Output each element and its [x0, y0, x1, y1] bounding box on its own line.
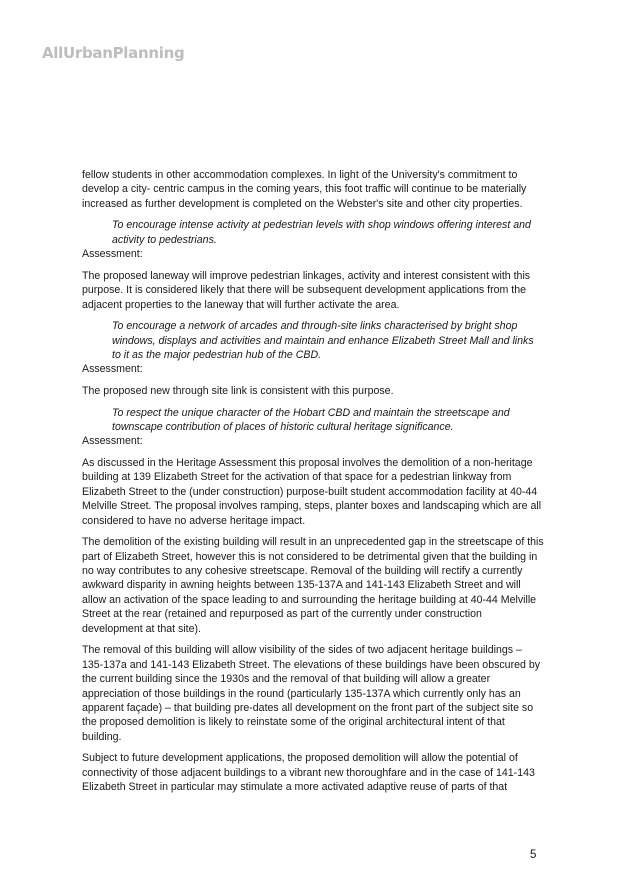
assessment-label: Assessment:	[82, 248, 143, 261]
purpose-quote: To encourage a network of arcades and through-site links characterised by bright shop windows, displays and activities and maintain and enhance Elizabeth Street Mall and links to it as the major pedestrian hub of the CBD.	[112, 320, 534, 362]
body-paragraph: The proposed laneway will improve pedestrian linkages, activity and interest consistent with this purpose. It is considered likely that there will be subsequent development applications from the adjacent properties to the laneway that will further activate the area.	[82, 269, 531, 311]
assessment-label: Assessment:	[82, 435, 143, 448]
body-paragraph: The removal of this building will allow visibility of the sides of two adjacent heritage buildings – 135-137a and 141-143 Elizabeth Street. The elevations of these buildings have been obscured by the current building since the 1930s and the removal of that building will allow a greater appreciation of those buildings in the round (particularly 135-137A which currently only has an apparent façade) – that building pre-dates all development on the front part of the subject site so the proposed demolition is likely to reinstate some of the original architectural intent of that building.	[82, 644, 541, 743]
body-paragraph: The proposed new through site link is consistent with this purpose.	[82, 385, 394, 398]
purpose-quote: To respect the unique character of the Hobart CBD and maintain the streetscape and townscape contribution of places of historic cultural heritage significance.	[112, 406, 510, 434]
company-logo: AllUrbanPlanning	[42, 44, 185, 62]
body-paragraph: fellow students in other accommodation complexes. In light of the University's commitment to develop a city- centric campus in the coming years, this foot traffic will continue to be materially increased as further development is completed on the Webster's site and other city properties.	[82, 169, 527, 210]
assessment-label: Assessment:	[82, 363, 143, 376]
purpose-quote: To encourage intense activity at pedestrian levels with shop windows offering interest and activity to pedestrians.	[112, 219, 531, 246]
body-paragraph: Subject to future development applications, the proposed demolition will allow the potential of connectivity of those adjacent buildings to a vibrant new thoroughfare and in the case of 141-143 Elizabeth Street in particular may stimulate a more activated adaptive reuse of parts of that	[82, 752, 535, 794]
document-body	[82, 168, 544, 802]
body-paragraph: The demolition of the existing building will result in an unprecedented gap in the streetscape of this part of Elizabeth Street, however this is not considered to be detrimental given that the building in no way contributes to any cohesive streetscape. Removal of the building will rectify a currently awkward disparity in awning heights between 135-137A and 141-143 Elizabeth Street and will allow an activation of the space leading to and surrounding the heritage building at 40-44 Melville Street at the rear (retained and repurposed as part of the currently under construction development at that site).	[82, 536, 544, 635]
page-number: 5	[530, 849, 537, 861]
body-paragraph: As discussed in the Heritage Assessment this proposal involves the demolition of a non-heritage building at 139 Elizabeth Street for the activation of that space for a pedestrian linkway from Elizabeth Street to the (under construction) purpose-built student accommodation facility at 40-44 Melville Street. The proposal involves ramping, steps, planter boxes and landscaping which are all considered to have no adverse heritage impact.	[82, 457, 542, 527]
